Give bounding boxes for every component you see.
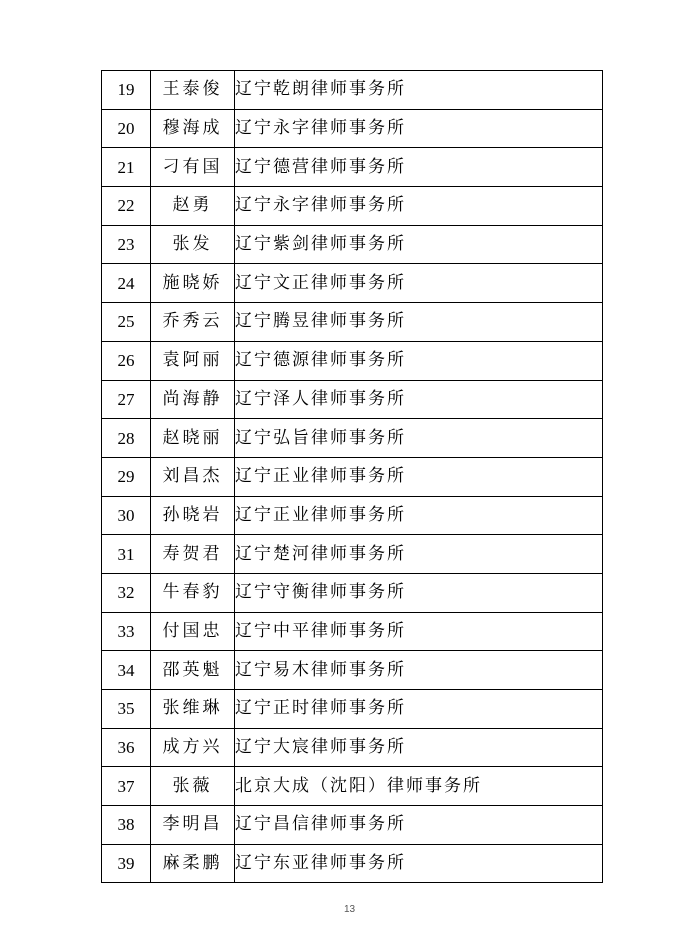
row-number-cell: 24 [102,264,151,303]
table-row [102,844,603,883]
table-row [102,187,603,226]
lawyer-name-cell: 张维琳 [151,690,235,729]
row-number-cell: 38 [102,806,151,845]
table-row [102,457,603,496]
law-firm-cell: 辽宁德源律师事务所 [235,341,603,380]
table-row [102,535,603,574]
law-firm-cell: 辽宁腾昱律师事务所 [235,303,603,342]
law-firm-cell: 辽宁永字律师事务所 [235,187,603,226]
lawyer-roster-table [101,70,603,883]
law-firm-cell: 北京大成（沈阳）律师事务所 [235,767,603,806]
row-number-cell: 29 [102,457,151,496]
table-row [102,109,603,148]
lawyer-name-cell: 乔秀云 [151,303,235,342]
row-number-cell: 30 [102,496,151,535]
row-number-cell: 33 [102,612,151,651]
law-firm-cell: 辽宁守衡律师事务所 [235,573,603,612]
row-number-cell: 25 [102,303,151,342]
row-number-cell: 32 [102,573,151,612]
law-firm-cell: 辽宁泽人律师事务所 [235,380,603,419]
lawyer-name-cell: 赵勇 [151,187,235,226]
page-number: 13 [343,904,356,915]
row-number-cell: 37 [102,767,151,806]
row-number-cell: 27 [102,380,151,419]
lawyer-name-cell: 张发 [151,225,235,264]
lawyer-name-cell: 孙晓岩 [151,496,235,535]
lawyer-name-cell: 袁阿丽 [151,341,235,380]
table-row [102,380,603,419]
row-number-cell: 20 [102,109,151,148]
law-firm-cell: 辽宁永字律师事务所 [235,109,603,148]
law-firm-cell: 辽宁昌信律师事务所 [235,806,603,845]
law-firm-cell: 辽宁中平律师事务所 [235,612,603,651]
lawyer-name-cell: 王泰俊 [151,71,235,110]
lawyer-name-cell: 李明昌 [151,806,235,845]
lawyer-name-cell: 付国忠 [151,612,235,651]
row-number-cell: 22 [102,187,151,226]
table-row [102,573,603,612]
lawyer-name-cell: 成方兴 [151,728,235,767]
table-row [102,148,603,187]
row-number-cell: 31 [102,535,151,574]
row-number-cell: 23 [102,225,151,264]
table-row [102,612,603,651]
lawyer-name-cell: 张薇 [151,767,235,806]
lawyer-name-cell: 寿贺君 [151,535,235,574]
law-firm-cell: 辽宁东亚律师事务所 [235,844,603,883]
roster-table-body [102,71,603,883]
lawyer-name-cell: 施晓娇 [151,264,235,303]
lawyer-name-cell: 刁有国 [151,148,235,187]
law-firm-cell: 辽宁大宸律师事务所 [235,728,603,767]
row-number-cell: 39 [102,844,151,883]
law-firm-cell: 辽宁易木律师事务所 [235,651,603,690]
row-number-cell: 26 [102,341,151,380]
lawyer-name-cell: 尚海静 [151,380,235,419]
table-row [102,651,603,690]
row-number-cell: 35 [102,690,151,729]
row-number-cell: 34 [102,651,151,690]
table-row [102,71,603,110]
row-number-cell: 28 [102,419,151,458]
law-firm-cell: 辽宁文正律师事务所 [235,264,603,303]
lawyer-name-cell: 牛春豹 [151,573,235,612]
table-row [102,728,603,767]
table-row [102,767,603,806]
lawyer-name-cell: 赵晓丽 [151,419,235,458]
lawyer-name-cell: 麻柔鹏 [151,844,235,883]
law-firm-cell: 辽宁弘旨律师事务所 [235,419,603,458]
table-row [102,496,603,535]
table-row [102,341,603,380]
law-firm-cell: 辽宁正业律师事务所 [235,496,603,535]
law-firm-cell: 辽宁楚河律师事务所 [235,535,603,574]
law-firm-cell: 辽宁正业律师事务所 [235,457,603,496]
table-row [102,690,603,729]
table-row [102,264,603,303]
table-row [102,806,603,845]
row-number-cell: 19 [102,71,151,110]
row-number-cell: 21 [102,148,151,187]
law-firm-cell: 辽宁紫剑律师事务所 [235,225,603,264]
table-row [102,225,603,264]
row-number-cell: 36 [102,728,151,767]
law-firm-cell: 辽宁乾朗律师事务所 [235,71,603,110]
table-row [102,303,603,342]
table-row [102,419,603,458]
lawyer-name-cell: 穆海成 [151,109,235,148]
law-firm-cell: 辽宁德营律师事务所 [235,148,603,187]
lawyer-name-cell: 刘昌杰 [151,457,235,496]
law-firm-cell: 辽宁正时律师事务所 [235,690,603,729]
lawyer-name-cell: 邵英魁 [151,651,235,690]
